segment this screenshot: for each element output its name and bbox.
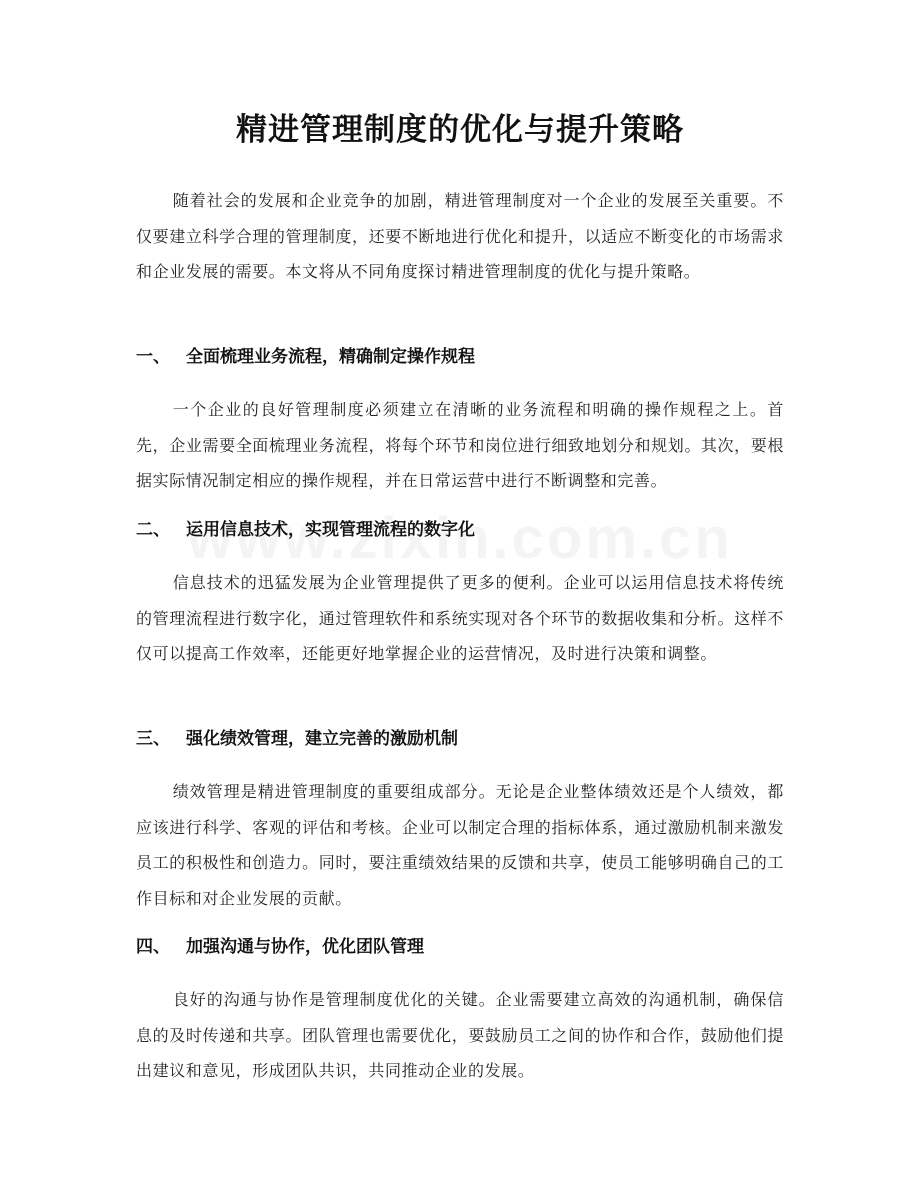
section-body-4: 良好的沟通与协作是管理制度优化的关键。企业需要建立高效的沟通机制，确保信息的及时传递和共享。团队管理也需要优化，要鼓励员工之间的协作和合作，鼓励他们提出建议和意见，形成团队共识，共同推动企业的发展。 (136, 990, 784, 1080)
section-body-2: 信息技术的迅猛发展为企业管理提供了更多的便利。企业可以运用信息技术将传统的管理流程进行数字化，通过管理软件和系统实现对各个环节的数据收集和分析。这样不仅可以提高工作效率，还能更好地掌握企业的运营情况，及时进行决策和调整。 (136, 573, 784, 663)
section-heading-4 (136, 932, 784, 962)
section-heading-text: 强化绩效管理，建立完善的激励机制 (186, 729, 458, 749)
section-heading-1 (136, 342, 784, 372)
section-heading-2 (136, 515, 784, 545)
document-title: 精进管理制度的优化与提升策略 (236, 112, 684, 148)
section-number: 一、 (136, 347, 170, 367)
section-number: 二、 (136, 520, 170, 540)
section-body-1: 一个企业的良好管理制度必须建立在清晰的业务流程和明确的操作规程之上。首先，企业需要全面梳理业务流程，将每个环节和岗位进行细致地划分和规划。其次，要根据实际情况制定相应的操作规程，并在日常运营中进行不断调整和完善。 (136, 400, 784, 490)
section-heading-text: 加强沟通与协作，优化团队管理 (186, 937, 424, 957)
intro-paragraph: 随着社会的发展和企业竞争的加剧，精进管理制度对一个企业的发展至关重要。不仅要建立科学合理的管理制度，还要不断地进行优化和提升，以适应不断变化的市场需求和企业发展的需要。本文将从不同角度探讨精进管理制度的优化与提升策略。 (136, 191, 784, 281)
section-heading-text: 全面梳理业务流程，精确制定操作规程 (186, 347, 475, 367)
section-number: 三、 (136, 729, 170, 749)
section-heading-text: 运用信息技术，实现管理流程的数字化 (186, 520, 475, 540)
section-number: 四、 (136, 937, 170, 957)
section-heading-3 (136, 724, 784, 754)
section-body-3: 绩效管理是精进管理制度的重要组成部分。无论是企业整体绩效还是个人绩效，都应该进行科学、客观的评估和考核。企业可以制定合理的指标体系，通过激励机制来激发员工的积极性和创造力。同时，要注重绩效结果的反馈和共享，使员工能够明确自己的工作目标和对企业发展的贡献。 (136, 782, 784, 908)
